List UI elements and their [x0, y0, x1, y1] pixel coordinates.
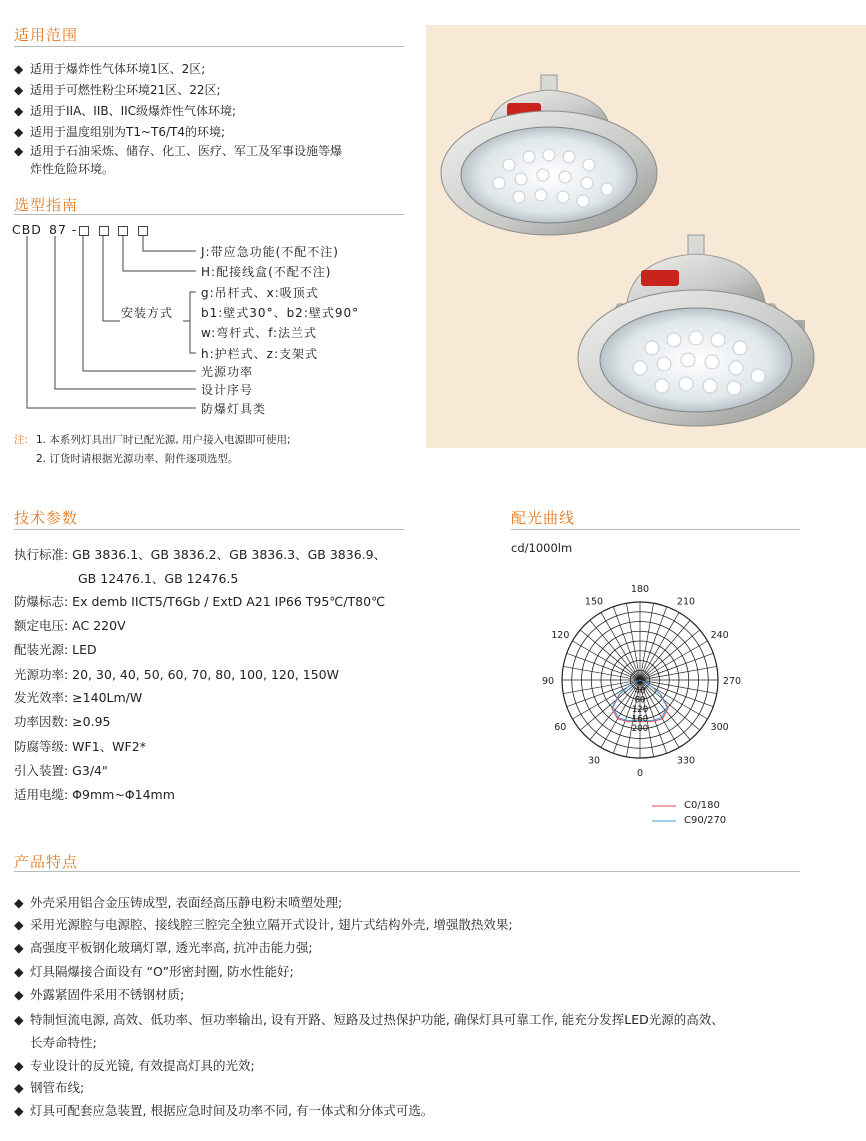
spec-row: 配装光源: LED: [14, 642, 97, 657]
option-emergency: J:带应急功能(不配不注): [201, 245, 339, 259]
spec-row: 引入装置: G3/4": [14, 763, 108, 778]
radial-tick-label: 200: [631, 723, 649, 734]
diamond-bullet-icon: ◆: [14, 144, 24, 158]
curve-unit: cd/1000lm: [511, 541, 573, 555]
diamond-bullet-icon: ◆: [14, 1012, 24, 1027]
feature-item: ◆ 专业设计的反光镜, 有效提高灯具的光效;: [14, 1058, 255, 1073]
feature-item: ◆ 特制恒流电源, 高效、低功率、恒功率输出, 设有开路、短路及过热保护功能, 确保灯具可靠工作, 能充分发挥LED光源的高效、: [14, 1012, 724, 1027]
radial-tick-label: 80: [634, 695, 646, 706]
explosion-proof-lamp-photo: [426, 25, 866, 448]
scope-item: ◆ 适用于石油采炼、储存、化工、医疗、军工及军事设施等爆: [14, 144, 343, 158]
spec-row-continuation: GB 12476.1、GB 12476.5: [78, 571, 239, 586]
diamond-bullet-icon: ◆: [14, 83, 24, 97]
diamond-bullet-icon: ◆: [14, 940, 24, 955]
diamond-bullet-icon: ◆: [14, 917, 24, 932]
option-mount-label: 安装方式: [121, 306, 174, 320]
angle-tick-label: 210: [676, 596, 696, 608]
radial-tick-label: 160: [631, 714, 649, 725]
tech-title: 技术参数: [14, 509, 79, 527]
angle-tick-label: 120: [551, 630, 570, 641]
angle-tick-label: 0: [636, 768, 644, 779]
spec-row: 光源功率: 20, 30, 40, 50, 60, 70, 80, 100, 120, 150W: [14, 667, 339, 682]
angle-tick-label: 180: [630, 584, 650, 595]
scope-item: ◆ 适用于温度组别为T1~T6/T4的环境;: [14, 125, 226, 139]
angle-tick-label: 150: [584, 596, 604, 608]
radial-tick-label: 120: [631, 705, 649, 716]
spec-row: 防爆标志: Ex demb IICT5/T6Gb / ExtD A21 IP66 T95℃/T80℃: [14, 594, 386, 609]
option-mount-1: g:吊杆式、x:吸顶式: [201, 286, 319, 300]
diamond-bullet-icon: ◆: [14, 125, 24, 139]
diamond-bullet-icon: ◆: [14, 104, 24, 118]
diamond-bullet-icon: ◆: [14, 964, 24, 979]
angle-tick-label: 300: [710, 722, 729, 733]
selection-title: 选型指南: [14, 196, 79, 214]
angle-tick-label: 30: [587, 755, 601, 767]
lamp-1: [441, 75, 657, 235]
spec-row: 发光效率: ≥140Lm/W: [14, 690, 143, 705]
diamond-bullet-icon: ◆: [14, 895, 24, 910]
option-serial: 设计序号: [201, 383, 254, 397]
angle-tick-label: 330: [676, 755, 696, 767]
spec-row: 适用电缆: Φ9mm~Φ14mm: [14, 787, 175, 802]
note-1: 1. 本系列灯具出厂时已配光源, 用户接入电源即可使用;: [36, 434, 291, 446]
lamp-2: [578, 235, 814, 426]
feature-item: ◆ 钢管布线;: [14, 1080, 85, 1095]
diamond-bullet-icon: ◆: [14, 62, 24, 76]
feature-item: ◆ 外露紧固件采用不锈钢材质;: [14, 987, 185, 1002]
diamond-bullet-icon: ◆: [14, 1058, 24, 1073]
spec-row: 功率因数: ≥0.95: [14, 714, 111, 729]
option-mount-4: h:护栏式、z:支架式: [201, 347, 318, 361]
radial-tick-label: 40: [634, 686, 646, 697]
legend-c0: C0/180: [684, 800, 720, 811]
features-title: 产品特点: [14, 853, 79, 871]
features-divider: [14, 871, 800, 872]
scope-item-continuation: 炸性危险环境。: [30, 162, 115, 176]
tech-divider: [14, 529, 404, 530]
feature-item: ◆ 高强度平板钢化玻璃灯罩, 透光率高, 抗冲击能力强;: [14, 940, 313, 955]
diamond-bullet-icon: ◆: [14, 1080, 24, 1095]
scope-item: ◆ 适用于IIA、IIB、IIC级爆炸性气体环境;: [14, 104, 237, 118]
scope-item: ◆ 适用于可燃性粉尘环境21区、22区;: [14, 83, 221, 97]
legend-swatches: [650, 800, 680, 830]
note-tag: 注:: [14, 434, 29, 446]
feature-item: ◆ 灯具隔爆接合面设有 “O”形密封圈, 防水性能好;: [14, 964, 294, 979]
feature-item: ◆ 采用光源腔与电源腔、接线腔三腔完全独立隔开式设计, 翅片式结构外壳, 增强散热效果;: [14, 917, 513, 932]
light-distribution-chart: [520, 570, 780, 830]
angle-tick-label: 240: [710, 630, 729, 641]
diamond-bullet-icon: ◆: [14, 1103, 24, 1118]
spec-row: 防腐等级: WF1、WF2*: [14, 739, 146, 754]
note-2: 2. 订货时请根据光源功率、附件逐项选型。: [36, 453, 239, 465]
scope-title: 适用范围: [14, 26, 79, 44]
option-power: 光源功率: [201, 365, 254, 379]
feature-item: ◆ 灯具可配套应急装置, 根据应急时间及功率不同, 有一体式和分体式可选。: [14, 1103, 434, 1118]
spec-row: 执行标准: GB 3836.1、GB 3836.2、GB 3836.3、GB 3836.9、: [14, 547, 387, 562]
angle-tick-label: 90: [541, 676, 555, 687]
option-type: 防爆灯具类: [201, 402, 267, 416]
diamond-bullet-icon: ◆: [14, 987, 24, 1002]
model-code-series: 87 -: [49, 222, 78, 237]
angle-tick-label: 270: [722, 676, 742, 687]
radial-tick-label: 0: [637, 677, 643, 687]
option-mount-2: b1:壁式30°、b2:壁式90°: [201, 306, 360, 320]
angle-tick-label: 60: [554, 722, 567, 733]
model-code-prefix: CBD: [12, 222, 42, 237]
option-junction-box: H:配接线盒(不配不注): [201, 265, 332, 279]
legend-c90: C90/270: [684, 815, 727, 826]
product-photo-panel: [426, 25, 866, 448]
feature-item-continuation: 长寿命特性;: [30, 1035, 97, 1050]
scope-item: ◆ 适用于爆炸性气体环境1区、2区;: [14, 62, 206, 76]
option-mount-3: w:弯杆式、f:法兰式: [201, 326, 318, 340]
feature-item: ◆ 外壳采用铝合金压铸成型, 表面经高压静电粉末喷塑处理;: [14, 895, 343, 910]
curve-divider: [511, 529, 800, 530]
curve-title: 配光曲线: [511, 509, 576, 527]
spec-row: 额定电压: AC 220V: [14, 618, 126, 633]
